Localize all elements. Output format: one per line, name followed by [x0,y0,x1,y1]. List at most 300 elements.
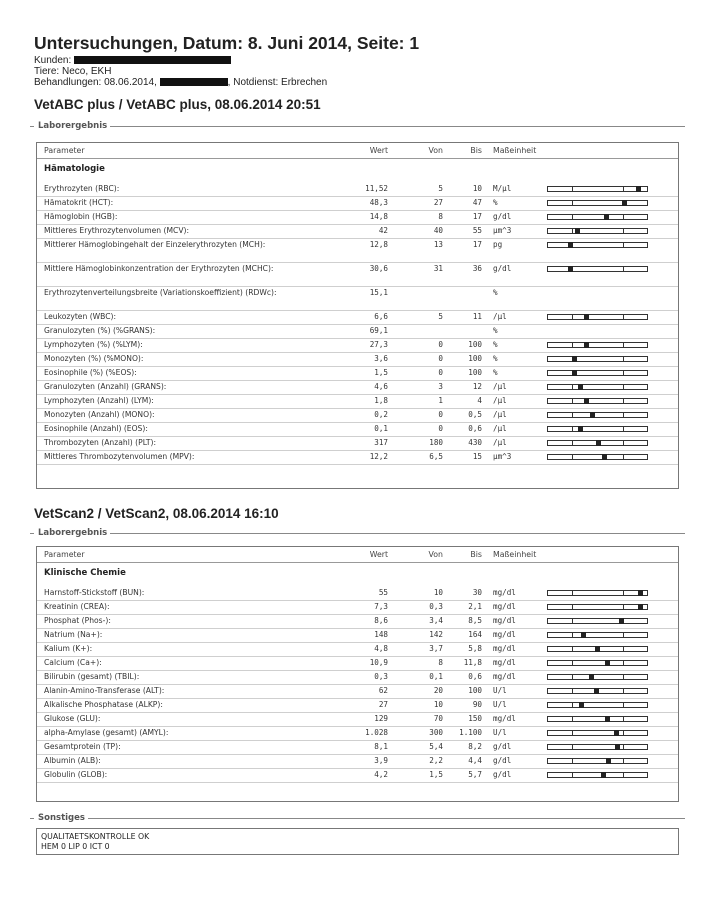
row-bis: 11 [472,312,482,321]
range-high-marker [623,758,624,764]
behandlungen-prefix: Behandlungen: 08.06.2014, [34,77,157,88]
range-high-marker [623,674,624,680]
col-header-parameter: Parameter [44,146,85,155]
row-unit: % [493,354,498,363]
row-value: 11,52 [365,184,388,193]
row-von: 0 [438,340,443,349]
row-bis: 17 [472,212,482,221]
row-unit: g/dl [493,264,512,273]
value-marker [601,772,606,778]
range-low-marker [572,772,573,778]
row-unit: % [493,198,498,207]
row-bis: 100 [468,686,482,695]
range-gauge [547,702,648,708]
range-gauge [547,440,648,446]
row-von: 40 [433,226,443,235]
row-von: 3,4 [429,616,443,625]
value-marker [636,186,641,192]
row-unit: % [493,340,498,349]
range-low-marker [572,730,573,736]
range-gauge [547,370,648,376]
row-bis: 47 [472,198,482,207]
col-header-bis: Bis [470,550,482,559]
table-row [37,450,678,465]
value-marker [606,758,611,764]
row-value: 55 [378,588,388,597]
row-value: 10,9 [369,658,388,667]
row-unit: pg [493,240,503,249]
row-parameter: alpha-Amylase (gesamt) (AMYL): [44,728,169,737]
value-marker [614,730,619,736]
table-row [37,182,678,197]
row-parameter: Monozyten (%) (%MONO): [44,354,144,363]
col-header-wert: Wert [369,146,388,155]
qc-line: QUALITAETSKONTROLLE OK [41,832,150,841]
row-von: 0 [438,354,443,363]
range-low-marker [572,314,573,320]
range-low-marker [572,398,573,404]
row-unit: U/l [493,700,507,709]
legend-laborergebnis-2 [30,527,685,539]
legend-label: Sonstiges [38,813,85,823]
table-row [37,366,678,381]
row-parameter: Kreatinin (CREA): [44,602,110,611]
row-parameter: Hämatokrit (HCT): [44,198,114,207]
row-value: 317 [374,438,388,447]
row-value: 3,6 [374,354,388,363]
row-value: 8,1 [374,742,388,751]
range-gauge [547,744,648,750]
row-von: 27 [433,198,443,207]
tiere-line: Tiere: Neco, EKH [34,66,112,77]
row-von: 1,5 [429,770,443,779]
row-parameter: Monozyten (Anzahl) (MONO): [44,410,155,419]
row-unit: M/µl [493,184,512,193]
range-gauge [547,660,648,666]
row-value: 1.028 [365,728,388,737]
row-von: 8 [438,658,443,667]
row-von: 0 [438,368,443,377]
value-marker [568,242,573,248]
indices-line: HEM 0 LIP 0 ICT 0 [41,842,110,851]
range-high-marker [623,454,624,460]
row-unit: mg/dl [493,644,516,653]
row-von: 1 [438,396,443,405]
value-marker [602,454,607,460]
row-bis: 8,5 [468,616,482,625]
table-row [37,726,678,741]
range-high-marker [623,440,624,446]
value-marker [572,356,577,362]
range-low-marker [572,702,573,708]
value-marker [590,412,595,418]
range-low-marker [572,384,573,390]
row-bis: 5,8 [468,644,482,653]
redaction-bar [74,56,231,64]
range-gauge [547,384,648,390]
row-unit: % [493,326,498,335]
value-marker [596,440,601,446]
table-row [37,684,678,699]
range-high-marker [623,384,624,390]
range-low-marker [572,604,573,610]
page-title: Untersuchungen, Datum: 8. Juni 2014, Seite: 1 [34,33,420,53]
value-marker [581,632,586,638]
range-high-marker [623,730,624,736]
range-high-marker [623,688,624,694]
row-unit: µm^3 [493,226,512,235]
row-value: 148 [374,630,388,639]
row-unit: /µl [493,396,507,405]
row-value: 15,1 [369,288,388,297]
range-high-marker [623,646,624,652]
row-unit: mg/dl [493,602,516,611]
row-unit: mg/dl [493,616,516,625]
range-low-marker [572,186,573,192]
row-value: 1,8 [374,396,388,405]
kunden-label: Kunden: [34,55,72,66]
range-low-marker [572,214,573,220]
row-parameter: Mittlere Hämoglobinkonzentration der Erythrozyten (MCHC): [44,264,274,273]
table-row [37,262,678,287]
table-row [37,656,678,671]
row-parameter: Globulin (GLOB): [44,770,108,779]
row-bis: 36 [472,264,482,273]
behandlungen-line [34,77,327,88]
row-bis: 55 [472,226,482,235]
row-unit: /µl [493,382,507,391]
range-high-marker [623,370,624,376]
table-row [37,586,678,601]
value-marker [615,744,620,750]
row-parameter: Mittleres Thrombozytenvolumen (MPV): [44,452,195,461]
range-high-marker [623,772,624,778]
row-bis: 4,4 [468,756,482,765]
row-parameter: Calcium (Ca+): [44,658,102,667]
range-gauge [547,426,648,432]
row-bis: 2,1 [468,602,482,611]
row-parameter: Hämoglobin (HGB): [44,212,118,221]
row-parameter: Leukozyten (WBC): [44,312,117,321]
table-row [37,380,678,395]
range-gauge [547,398,648,404]
legend-label: Laborergebnis [38,121,108,131]
row-value: 129 [374,714,388,723]
row-value: 14,8 [369,212,388,221]
range-gauge [547,716,648,722]
row-unit: g/dl [493,756,512,765]
row-value: 27 [378,700,388,709]
value-marker [638,604,643,610]
value-marker [584,314,589,320]
range-gauge [547,632,648,638]
row-von: 3 [438,382,443,391]
row-von: 0 [438,410,443,419]
table-row [37,628,678,643]
row-von: 13 [433,240,443,249]
range-low-marker [572,646,573,652]
range-low-marker [572,228,573,234]
row-value: 0,2 [374,410,388,419]
range-high-marker [623,228,624,234]
range-low-marker [572,744,573,750]
row-bis: 17 [472,240,482,249]
table-row [37,712,678,727]
table-header [37,143,678,159]
row-parameter: Eosinophile (Anzahl) (EOS): [44,424,148,433]
row-value: 8,6 [374,616,388,625]
range-gauge [547,618,648,624]
table-row [37,238,678,263]
row-bis: 100 [468,354,482,363]
range-low-marker [572,688,573,694]
value-marker [595,646,600,652]
value-marker [589,674,594,680]
table-row [37,324,678,339]
range-high-marker [623,356,624,362]
range-high-marker [623,398,624,404]
range-high-marker [623,716,624,722]
table-row [37,196,678,211]
range-low-marker [572,716,573,722]
range-gauge [547,758,648,764]
value-marker [622,200,627,206]
row-von: 8 [438,212,443,221]
range-gauge [547,412,648,418]
range-low-marker [572,660,573,666]
row-unit: U/l [493,686,507,695]
row-von: 5 [438,184,443,193]
range-gauge [547,688,648,694]
range-high-marker [623,266,624,272]
row-von: 2,2 [429,756,443,765]
range-gauge [547,214,648,220]
range-low-marker [572,426,573,432]
range-low-marker [572,632,573,638]
row-value: 7,3 [374,602,388,611]
value-marker [594,688,599,694]
row-bis: 164 [468,630,482,639]
section-title-vetabc: VetABC plus / VetABC plus, 08.06.2014 20:51 [34,97,321,112]
row-parameter: Glukose (GLU): [44,714,101,723]
table-row [37,768,678,783]
table-row [37,286,678,311]
row-bis: 4 [477,396,482,405]
row-von: 5,4 [429,742,443,751]
row-unit: µm^3 [493,452,512,461]
row-value: 4,2 [374,770,388,779]
row-bis: 11,8 [463,658,482,667]
table-row [37,224,678,239]
value-marker [572,370,577,376]
range-high-marker [623,744,624,750]
row-value: 0,3 [374,672,388,681]
table-row [37,740,678,755]
row-bis: 5,7 [468,770,482,779]
range-gauge [547,242,648,248]
range-high-marker [623,590,624,596]
range-high-marker [623,660,624,666]
row-value: 0,1 [374,424,388,433]
row-value: 6,6 [374,312,388,321]
value-marker [579,702,584,708]
row-unit: mg/dl [493,588,516,597]
range-high-marker [623,314,624,320]
row-von: 31 [433,264,443,273]
section-title-vetscan: VetScan2 / VetScan2, 08.06.2014 16:10 [34,506,279,521]
range-high-marker [623,426,624,432]
range-gauge [547,674,648,680]
results-panel-hematology [36,142,679,489]
row-unit: % [493,288,498,297]
row-parameter: Alkalische Phosphatase (ALKP): [44,700,163,709]
row-value: 30,6 [369,264,388,273]
row-bis: 100 [468,368,482,377]
col-header-wert: Wert [369,550,388,559]
table-row [37,210,678,225]
table-row [37,642,678,657]
value-marker [568,266,573,272]
table-row [37,394,678,409]
range-high-marker [623,186,624,192]
range-gauge [547,266,648,272]
table-header [37,547,678,563]
value-marker [605,716,610,722]
range-high-marker [623,214,624,220]
value-marker [584,398,589,404]
row-parameter: Harnstoff-Stickstoff (BUN): [44,588,145,597]
row-von: 180 [429,438,443,447]
group-heading: Klinische Chemie [44,568,126,578]
range-gauge [547,454,648,460]
row-parameter: Mittlerer Hämoglobingehalt der Einzelerythrozyten (MCH): [44,240,266,249]
value-marker [578,426,583,432]
value-marker [638,590,643,596]
row-parameter: Erythrozytenverteilungsbreite (Variationskoeffizient) (RDWc): [44,288,277,297]
value-marker [605,660,610,666]
row-unit: g/dl [493,742,512,751]
range-low-marker [572,758,573,764]
row-bis: 12 [472,382,482,391]
row-von: 0 [438,424,443,433]
range-gauge [547,646,648,652]
row-value: 4,6 [374,382,388,391]
group-heading: Hämatologie [44,164,105,174]
range-gauge [547,314,648,320]
range-high-marker [623,632,624,638]
behandlungen-suffix: , Notdienst: Erbrechen [227,77,328,88]
row-bis: 10 [472,184,482,193]
row-unit: U/l [493,728,507,737]
row-bis: 90 [472,700,482,709]
col-header-parameter: Parameter [44,550,85,559]
row-parameter: Lymphozyten (Anzahl) (LYM): [44,396,154,405]
range-low-marker [572,412,573,418]
range-low-marker [572,200,573,206]
legend-label: Laborergebnis [38,528,108,538]
row-unit: /µl [493,312,507,321]
row-von: 20 [433,686,443,695]
row-bis: 0,6 [468,672,482,681]
row-von: 10 [433,588,443,597]
table-row [37,698,678,713]
range-low-marker [572,618,573,624]
row-bis: 100 [468,340,482,349]
value-marker [578,384,583,390]
range-gauge [547,730,648,736]
row-von: 0,3 [429,602,443,611]
table-row [37,754,678,769]
row-parameter: Kalium (K+): [44,644,93,653]
range-high-marker [623,342,624,348]
row-unit: % [493,368,498,377]
row-bis: 0,5 [468,410,482,419]
row-value: 48,3 [369,198,388,207]
range-gauge [547,590,648,596]
row-value: 27,3 [369,340,388,349]
legend-laborergebnis-1 [30,120,685,132]
range-gauge [547,772,648,778]
value-marker [575,228,580,234]
row-bis: 0,6 [468,424,482,433]
range-high-marker [623,604,624,610]
row-unit: /µl [493,410,507,419]
row-parameter: Mittleres Erythrozytenvolumen (MCV): [44,226,190,235]
table-row [37,422,678,437]
col-header-von: Von [428,550,443,559]
range-high-marker [623,702,624,708]
range-high-marker [623,242,624,248]
legend-sonstiges [30,812,685,824]
row-bis: 15 [472,452,482,461]
table-row [37,600,678,615]
row-parameter: Albumin (ALB): [44,756,101,765]
row-value: 1,5 [374,368,388,377]
row-parameter: Erythrozyten (RBC): [44,184,120,193]
table-row [37,436,678,451]
range-gauge [547,200,648,206]
row-bis: 1.100 [459,728,482,737]
range-low-marker [572,590,573,596]
row-parameter: Alanin-Amino-Transferase (ALT): [44,686,165,695]
row-von: 300 [429,728,443,737]
row-von: 5 [438,312,443,321]
range-gauge [547,228,648,234]
table-row [37,670,678,685]
row-von: 142 [429,630,443,639]
row-bis: 430 [468,438,482,447]
row-value: 69,1 [369,326,388,335]
range-high-marker [623,412,624,418]
row-unit: mg/dl [493,714,516,723]
row-von: 70 [433,714,443,723]
row-von: 0,1 [429,672,443,681]
row-parameter: Bilirubin (gesamt) (TBIL): [44,672,140,681]
row-unit: g/dl [493,770,512,779]
row-von: 10 [433,700,443,709]
row-bis: 8,2 [468,742,482,751]
range-low-marker [572,440,573,446]
range-low-marker [572,454,573,460]
row-value: 12,8 [369,240,388,249]
value-marker [619,618,624,624]
row-parameter: Lymphozyten (%) (%LYM): [44,340,143,349]
row-value: 62 [378,686,388,695]
range-low-marker [572,342,573,348]
row-parameter: Thrombozyten (Anzahl) (PLT): [44,438,157,447]
row-unit: mg/dl [493,672,516,681]
row-parameter: Natrium (Na+): [44,630,103,639]
